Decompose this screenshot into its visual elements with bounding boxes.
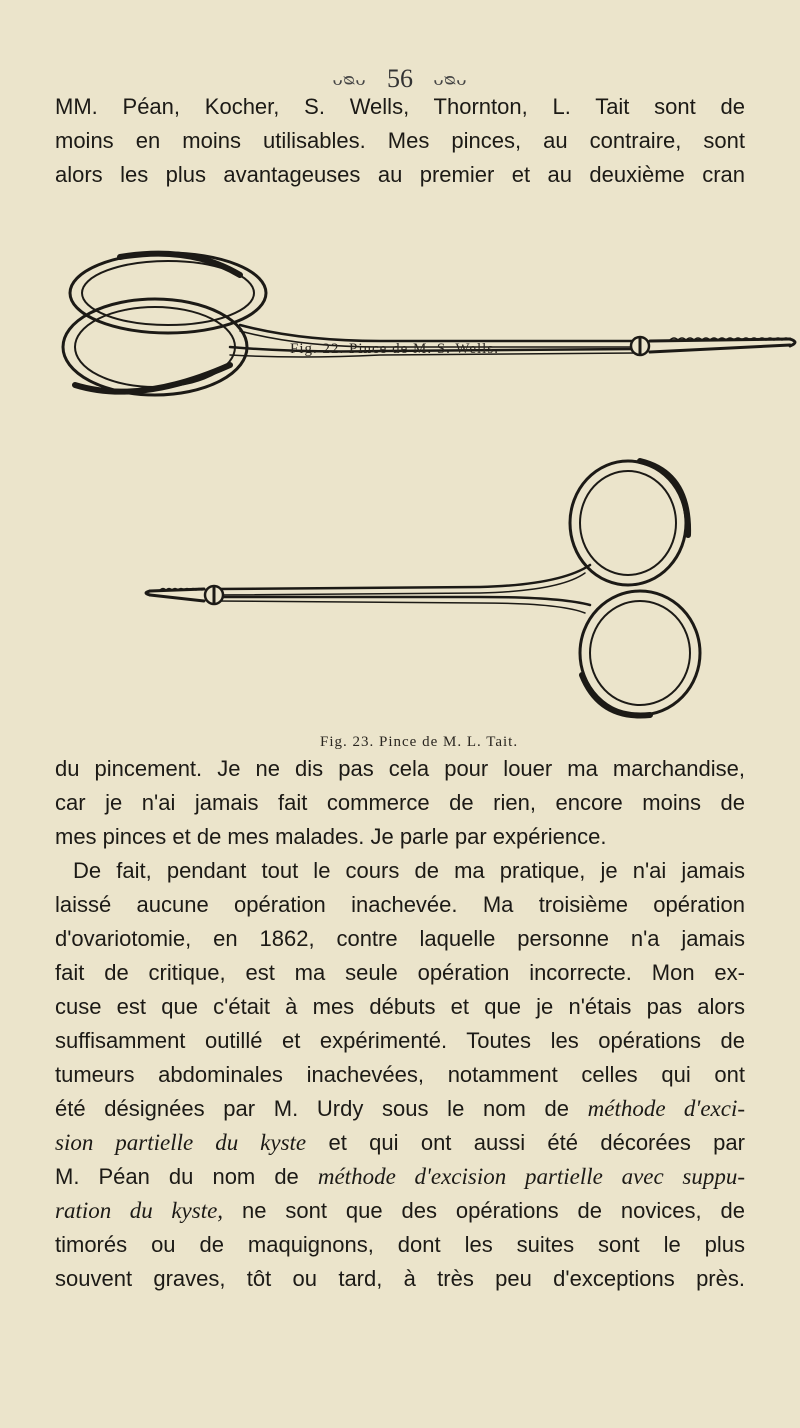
text-line: suffisamment outillé et expérimenté. Toutes les opérations de — [55, 1028, 745, 1053]
text-line: moins en moins utilisables. Mes pinces, au contraire, sont — [55, 128, 745, 153]
italic-segment: ration du kyste, — [55, 1198, 224, 1223]
paragraph-bottom — [55, 752, 745, 1296]
text-line: fait de critique, est ma seule opération incorrecte. Mon ex- — [55, 960, 745, 985]
fig22-upper-ring — [70, 253, 266, 333]
text-segment: été désignées par M. Urdy sous le nom de — [55, 1096, 569, 1121]
text-line: alors les plus avantageuses au premier et au deuxième cran — [55, 162, 745, 187]
text-line: MM. Péan, Kocher, S. Wells, Thornton, L. Tait sont de — [55, 94, 745, 119]
text-line: De fait, pendant tout le cours de ma pratique, je n'ai jamais — [73, 858, 745, 883]
text-segment: ne sont que des opérations de novices, de — [223, 1198, 746, 1223]
text-line — [55, 1160, 745, 1194]
text-line: cuse est que c'était à mes débuts et que je n'étais pas alors — [55, 994, 745, 1019]
forceps-illustration — [0, 245, 800, 730]
text-line: laissé aucune opération inachevée. Ma troisième opération — [55, 892, 745, 917]
text-line — [55, 1126, 745, 1160]
text-line: tumeurs abdominales inachevées, notamment celles qui ont — [55, 1062, 745, 1087]
text-line: souvent graves, tôt ou tard, à très peu d'exceptions près. — [55, 1266, 745, 1291]
text-line: du pincement. Je ne dis pas cela pour louer ma marchandise, — [55, 756, 745, 781]
text-segment: et qui ont aussi été décorées par — [306, 1130, 745, 1155]
text-line — [55, 1092, 745, 1126]
ornament-right: ᴗᴓᴗ — [433, 67, 468, 90]
italic-segment: méthode d'excision partielle avec suppu- — [317, 1164, 746, 1189]
text-segment: M. Péan du nom de — [55, 1164, 318, 1189]
figure-22-caption: Fig. 22. Pince de M. S. Wells. — [290, 341, 499, 357]
page-number: 56 — [387, 64, 413, 94]
text-line: mes pinces et de mes malades. Je parle par expérience. — [55, 824, 607, 849]
text-line: car je n'ai jamais fait commerce de rien, encore moins de — [55, 790, 745, 815]
fig22-lower-ring — [63, 299, 247, 395]
fig23-lower-ring — [580, 591, 700, 716]
paragraph-top — [55, 90, 745, 192]
figure-23-caption: Fig. 23. Pince de M. L. Tait. — [320, 734, 519, 750]
text-line: timorés ou de maquignons, dont les suites sont le plus — [55, 1232, 745, 1257]
italic-segment: méthode d'exci- — [587, 1096, 745, 1121]
ornament-left: ᴗᴓᴗ — [332, 67, 367, 90]
italic-segment: sion partielle du kyste — [55, 1130, 307, 1155]
text-line — [55, 1194, 745, 1228]
text-line: d'ovariotomie, en 1862, contre laquelle personne n'a jamais — [55, 926, 745, 951]
